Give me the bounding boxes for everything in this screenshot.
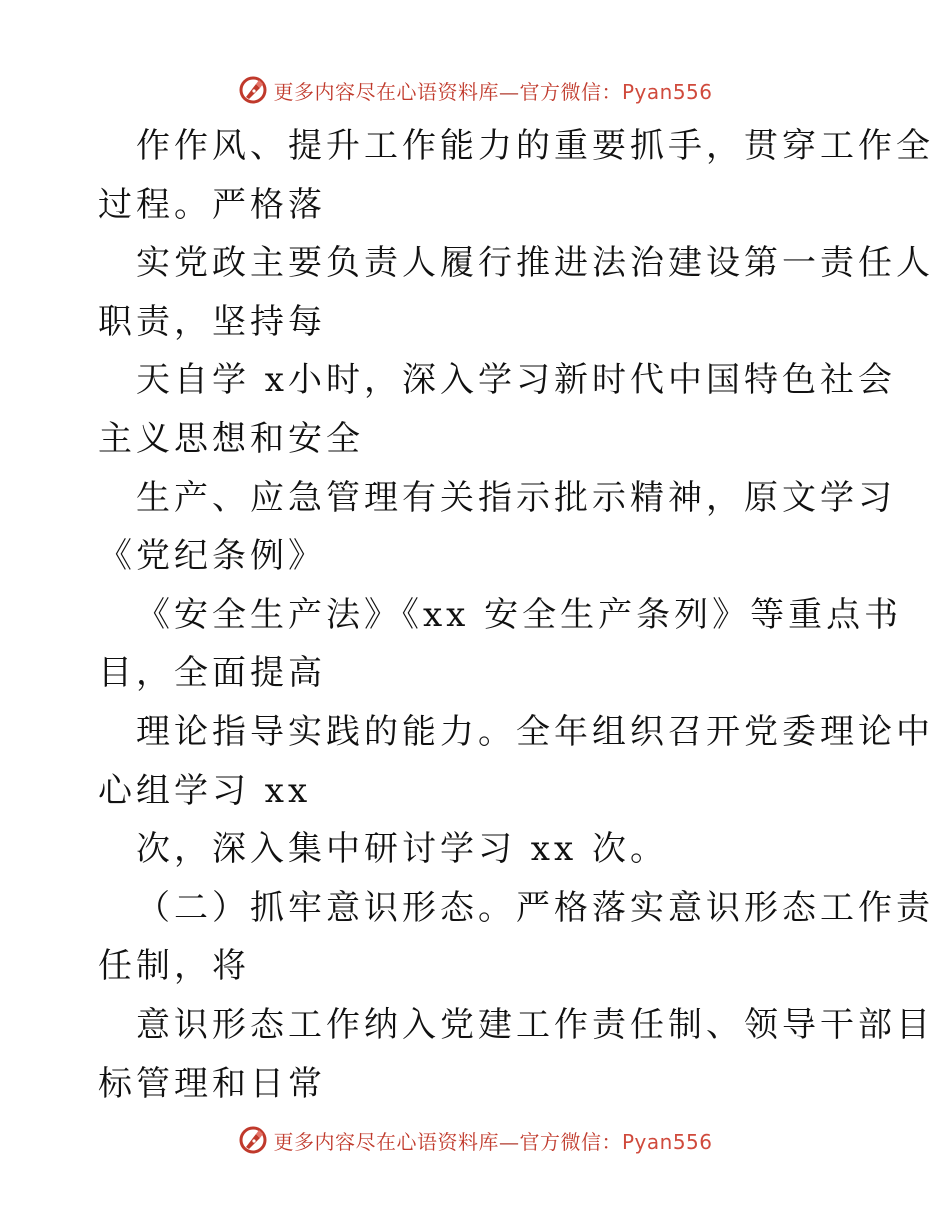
banner-text: [273, 76, 712, 105]
text-line: 过程。严格落: [98, 184, 326, 225]
text-line: 意识形态工作纳入党建工作责任制、领导干部目: [136, 1004, 934, 1045]
text-line: 生产、应急管理有关指示批示精神，原文学习: [136, 477, 896, 518]
text-line: 理论指导实践的能力。全年组织召开党委理论中: [136, 711, 934, 752]
text-line: 心组学习 xx: [98, 770, 312, 811]
banner-wechat-id: Pyan556: [621, 79, 713, 104]
banner-wechat-label: 官方微信：: [519, 79, 622, 104]
banner-wechat-label: 官方微信：: [519, 1129, 622, 1154]
banner-wechat-id: Pyan556: [621, 1129, 713, 1154]
text-line: 任制，将: [98, 946, 250, 987]
pen-nib-logo-icon: [237, 74, 269, 106]
document-body: [98, 117, 934, 1113]
text-line: 目，全面提高: [98, 653, 326, 694]
footer-banner: [0, 1120, 950, 1160]
text-line: （二）抓牢意识形态。严格落实意识形态工作责: [136, 887, 934, 928]
text-line: 《党纪条例》: [98, 536, 326, 577]
banner-text: [273, 1126, 712, 1155]
banner-site-text: 更多内容尽在心语资料库: [273, 79, 499, 104]
banner-separator: —: [498, 1129, 520, 1154]
text-line: 标管理和日常: [98, 1063, 326, 1104]
header-banner: [0, 70, 950, 110]
text-line: 天自学 x小时，深入学习新时代中国特色社会: [136, 360, 896, 401]
text-line: 《安全生产法》《xx 安全生产条列》等重点书: [136, 594, 903, 635]
pen-nib-logo-icon: [237, 1124, 269, 1156]
text-line: 实党政主要负责人履行推进法治建设第一责任人: [136, 243, 934, 284]
text-line: 次，深入集中研讨学习 xx 次。: [136, 829, 668, 870]
text-line: 职责，坚持每: [98, 301, 326, 342]
banner-separator: —: [498, 79, 520, 104]
banner-site-text: 更多内容尽在心语资料库: [273, 1129, 499, 1154]
text-line: 作作风、提升工作能力的重要抓手，贯穿工作全: [136, 126, 934, 166]
text-line: 主义思想和安全: [98, 418, 364, 459]
